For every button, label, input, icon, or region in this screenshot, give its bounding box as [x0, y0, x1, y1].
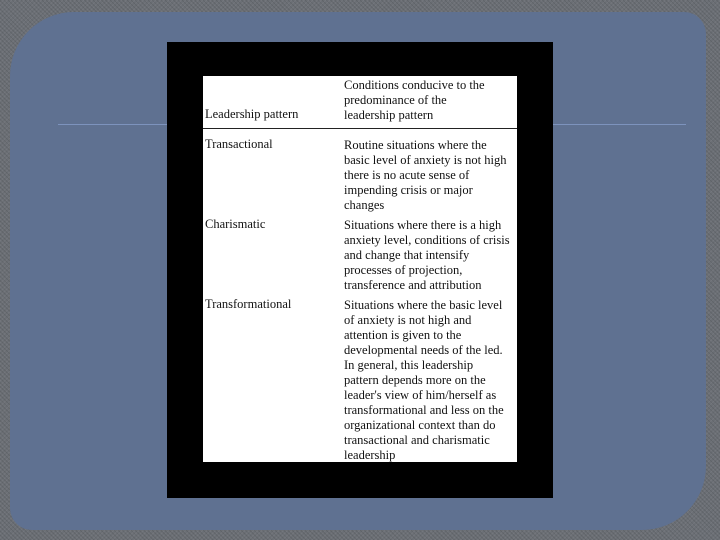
header-leadership-pattern: Leadership pattern [205, 107, 299, 121]
header-conditions: Conditions conducive to the predominance of the leadership pattern [344, 78, 485, 122]
row-pattern-charismatic: Charismatic [205, 217, 266, 231]
row-pattern-transformational: Transformational [205, 297, 292, 311]
row-conditions-transformational: Situations where the basic level of anxiety is not high and attention is given to the developmental needs of the led. In general, this leadership pattern depends more on the leader's view of him/herself as transformational and less on the organizational context than do transactional and charismatic leadership [344, 298, 504, 462]
row-pattern-transactional: Transactional [205, 137, 273, 151]
header-divider [203, 128, 517, 129]
row-conditions-charismatic: Situations where there is a high anxiety level, conditions of crisis and change that intensify processes of projection, transference and attribution [344, 218, 510, 292]
leadership-table-image [203, 76, 517, 462]
row-conditions-transactional: Routine situations where the basic level of anxiety is not high there is no acute sense of impending crisis or major changes [344, 138, 507, 212]
